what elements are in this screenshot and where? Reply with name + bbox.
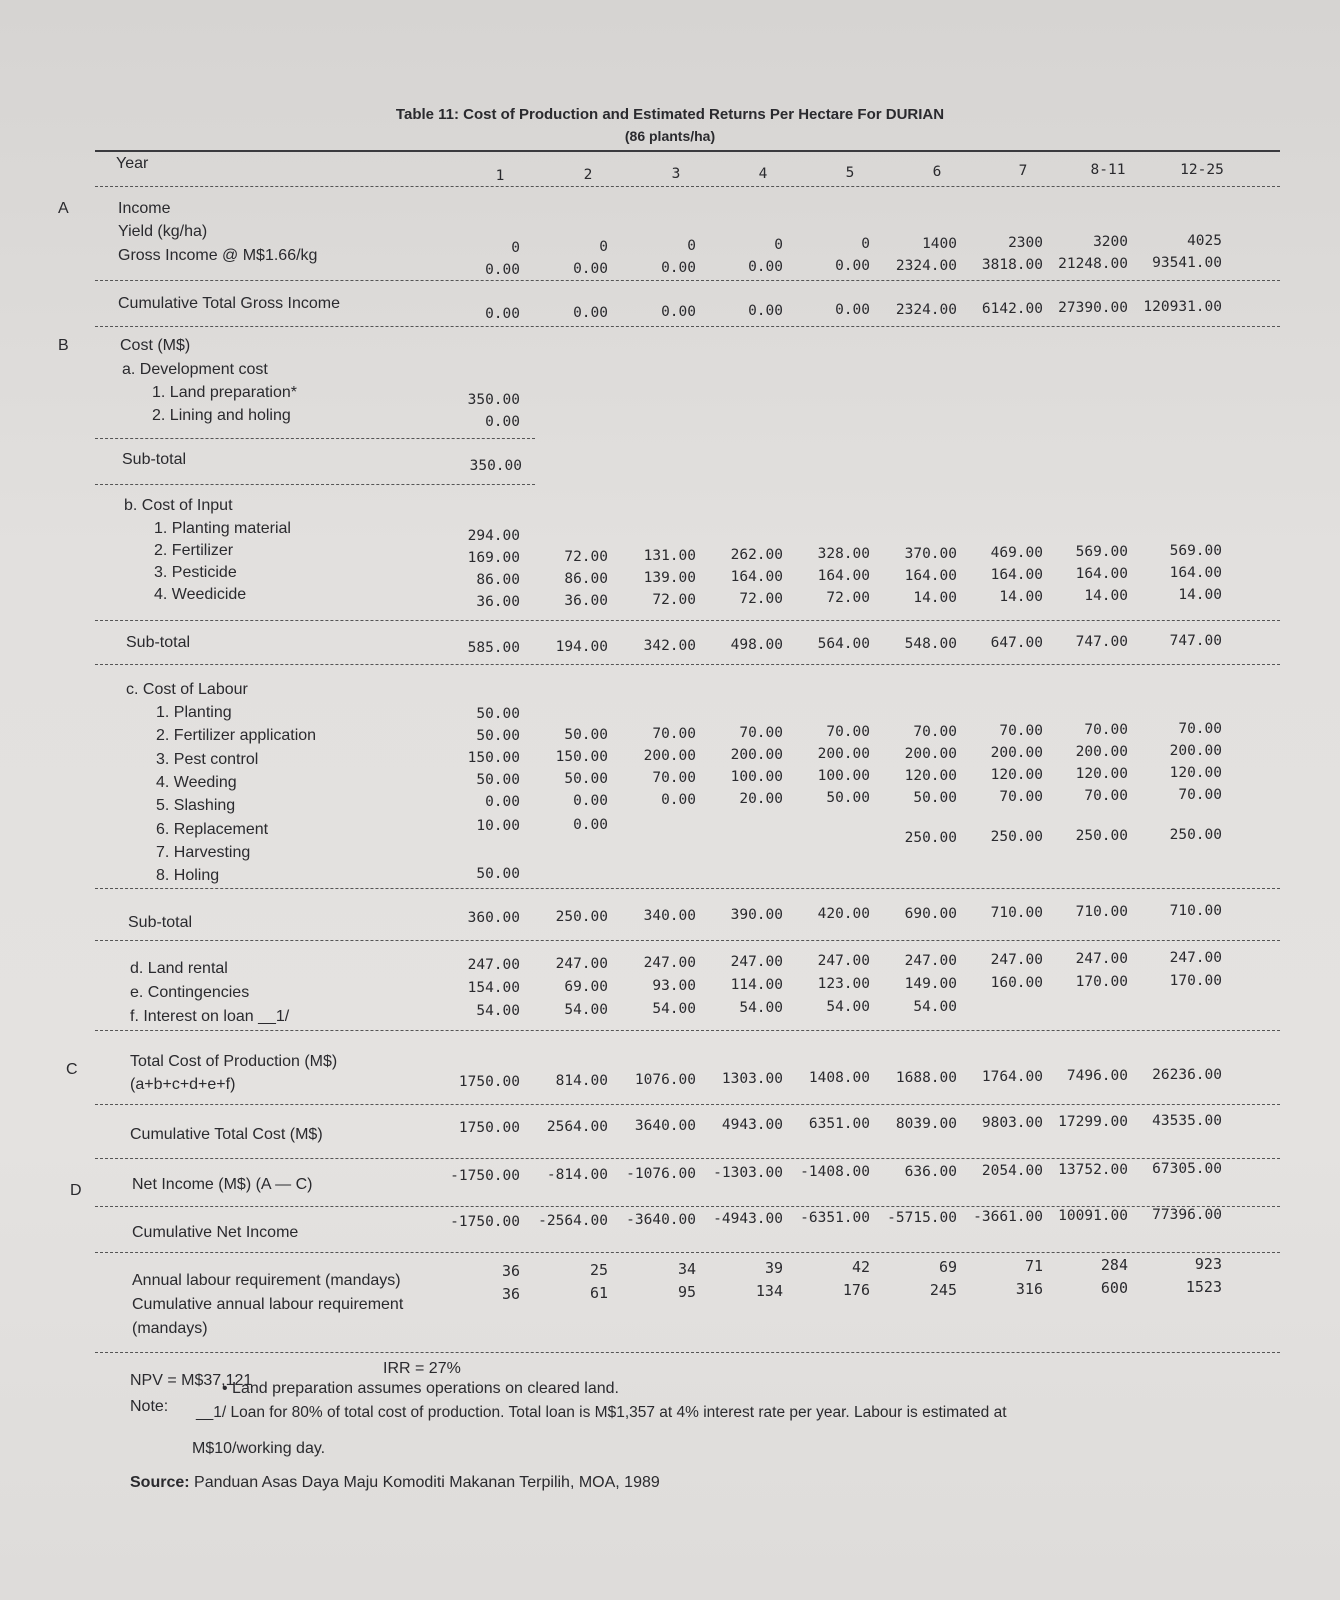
input-cost-value: 164.00: [1075, 565, 1128, 582]
labour-cost-value: 120.00: [1169, 764, 1222, 781]
cumulative-net-value: -2564.00: [538, 1213, 608, 1230]
other-cost-value: 93.00: [652, 978, 696, 995]
note-label: Note:: [130, 1398, 169, 1415]
labour-cost-value: 70.00: [999, 788, 1043, 805]
annual-labour-label: Annual labour requirement (mandays): [132, 1272, 401, 1289]
yield-value: 0: [599, 239, 608, 256]
labour-cost-value: 70.00: [1084, 787, 1128, 804]
cumulative-net-value: -6351.00: [800, 1210, 870, 1227]
year-column-header: 6: [932, 164, 942, 180]
yield-value: 1400: [922, 235, 957, 252]
labour-subtotal-value: 250.00: [555, 909, 608, 926]
net-income-value: -1750.00: [450, 1168, 520, 1184]
input-subtotal-value: 194.00: [555, 639, 608, 656]
divider: [95, 326, 1280, 327]
note-line-1: • Land preparation assumes operations on cleared land.: [222, 1380, 619, 1397]
cumulative-cost-value: 4943.00: [721, 1117, 783, 1134]
labour-subtotal-value: 710.00: [1169, 902, 1222, 919]
cumulative-gross-value: 0.00: [748, 303, 783, 320]
cumulative-gross-value: 0.00: [835, 302, 870, 319]
labour-cost-value: 200.00: [1075, 743, 1128, 760]
other-cost-value: 54.00: [476, 1003, 520, 1019]
section-letter-b: B: [58, 337, 69, 354]
yield-value: 0: [687, 238, 696, 255]
net-income-value: 636.00: [904, 1163, 957, 1180]
year-column-header: 3: [671, 166, 681, 183]
labour-cost-value: 50.00: [564, 727, 608, 744]
divider: [95, 438, 535, 439]
yield-value: 0: [774, 237, 783, 254]
labour-cost-value: 120.00: [1075, 765, 1128, 782]
year-label: Year: [116, 155, 149, 172]
input-cost-value: 72.00: [739, 591, 783, 608]
input-cost-value: 86.00: [476, 572, 520, 588]
labour-item-label: 2. Fertilizer application: [156, 727, 317, 745]
total-cost-value: 1408.00: [808, 1070, 870, 1087]
labour-cost-value: 120.00: [990, 766, 1043, 783]
input-cost-value: 14.00: [999, 588, 1043, 605]
cumulative-gross-label: Cumulative Total Gross Income: [118, 295, 341, 312]
divider: [95, 484, 535, 485]
divider: [95, 1030, 1280, 1031]
gross-income-value: 0.00: [748, 259, 783, 276]
gross-income-value: 21248.00: [1058, 255, 1128, 272]
input-cost-value: 36.00: [564, 593, 608, 610]
divider: [95, 888, 1280, 889]
input-cost-value: 569.00: [1169, 542, 1222, 559]
divider: [95, 1104, 1280, 1105]
total-cost-value: 814.00: [555, 1073, 608, 1090]
net-income-value: 2054.00: [981, 1162, 1043, 1179]
development-item-value: 350.00: [467, 392, 520, 408]
labour-cost-value: 200.00: [817, 746, 870, 763]
cumulative-net-value: -3661.00: [973, 1208, 1043, 1225]
divider: [95, 664, 1280, 665]
labour-cost-value: 200.00: [730, 747, 783, 764]
labour-cost-value: 200.00: [643, 748, 696, 765]
input-heading: b. Cost of Input: [124, 497, 233, 514]
other-cost-value: 114.00: [730, 977, 783, 994]
cumulative-cost-value: 43535.00: [1152, 1112, 1222, 1129]
other-cost-label: f. Interest on loan __1/: [130, 1008, 290, 1025]
annual-labour-value: 39: [764, 1259, 783, 1278]
cumulative-net-label: Cumulative Net Income: [132, 1224, 299, 1241]
input-item-label: 1. Planting material: [154, 520, 291, 537]
cumulative-labour-value: 134: [755, 1282, 783, 1301]
other-cost-value: 69.00: [564, 979, 608, 996]
other-cost-value: 170.00: [1075, 973, 1128, 990]
section-letter-a: A: [58, 200, 69, 217]
other-cost-value: 170.00: [1169, 972, 1222, 989]
cumulative-gross-value: 2324.00: [895, 301, 957, 318]
total-cost-value: 1688.00: [895, 1069, 957, 1086]
total-cost-value: 1076.00: [634, 1072, 696, 1089]
labour-cost-value: 50.00: [913, 789, 957, 806]
annual-labour-value: 923: [1194, 1254, 1222, 1273]
cumulative-cost-value: 2564.00: [546, 1119, 608, 1136]
net-income-value: -1303.00: [713, 1165, 783, 1182]
total-cost-value: 1303.00: [721, 1071, 783, 1088]
labour-cost-value: 70.00: [652, 770, 696, 787]
cost-heading: Cost (M$): [120, 337, 191, 354]
labour-subtotal-value: 690.00: [904, 905, 957, 922]
input-subtotal-value: 647.00: [990, 634, 1043, 651]
other-cost-value: 123.00: [817, 976, 870, 993]
cumulative-cost-value: 9803.00: [981, 1114, 1043, 1131]
cumulative-cost-value: 8039.00: [895, 1115, 957, 1132]
labour-cost-value: 250.00: [990, 828, 1043, 845]
labour-item-label: 8. Holing: [156, 867, 220, 885]
input-cost-value: 164.00: [730, 569, 783, 586]
annual-labour-value: 71: [1024, 1256, 1043, 1275]
gross-income-value: 0.00: [573, 261, 608, 278]
cumulative-gross-value: 0.00: [661, 304, 696, 321]
labour-cost-value: 70.00: [739, 725, 783, 742]
input-cost-value: 139.00: [643, 570, 696, 587]
labour-heading: c. Cost of Labour: [126, 681, 248, 698]
input-cost-value: 131.00: [643, 548, 696, 565]
annual-labour-value: 69: [938, 1257, 957, 1276]
input-subtotal-value: 585.00: [467, 640, 520, 656]
top-rule: [95, 150, 1280, 152]
yield-value: 3200: [1093, 233, 1128, 250]
input-cost-value: 169.00: [467, 550, 520, 566]
input-cost-value: 164.00: [904, 567, 957, 584]
section-letter-c: C: [66, 1061, 78, 1078]
input-cost-value: 328.00: [817, 546, 870, 563]
labour-item-label: 3. Pest control: [156, 750, 259, 768]
cumulative-net-value: 77396.00: [1152, 1206, 1222, 1223]
input-cost-value: 86.00: [564, 571, 608, 588]
labour-cost-value: 250.00: [904, 829, 957, 846]
dev-subtotal-value: 350.00: [469, 458, 522, 474]
other-cost-value: 247.00: [990, 951, 1043, 968]
gross-income-label: Gross Income @ M$1.66/kg: [118, 247, 318, 264]
annual-labour-value: 284: [1100, 1255, 1128, 1274]
cumulative-net-value: 10091.00: [1058, 1207, 1128, 1224]
input-item-label: 3. Pesticide: [154, 564, 237, 581]
divider: [95, 186, 1280, 187]
gross-income-value: 0.00: [485, 262, 520, 278]
cumulative-cost-value: 17299.00: [1058, 1113, 1128, 1130]
labour-cost-value: 200.00: [1169, 742, 1222, 759]
total-cost-value: 26236.00: [1152, 1066, 1222, 1083]
other-cost-value: 247.00: [643, 955, 696, 972]
cumulative-gross-value: 0.00: [485, 306, 520, 322]
input-cost-value: 164.00: [817, 568, 870, 585]
other-cost-label: e. Contingencies: [130, 984, 250, 1001]
income-heading: Income: [118, 200, 171, 217]
input-cost-value: 72.00: [826, 590, 870, 607]
labour-cost-value: 200.00: [904, 745, 957, 762]
input-cost-value: 72.00: [564, 549, 608, 566]
total-cost-value: 1750.00: [458, 1074, 520, 1090]
input-subtotal-label: Sub-total: [126, 634, 191, 651]
note-line-3: M$10/working day.: [192, 1440, 326, 1457]
divider: [95, 940, 1280, 941]
labour-cost-value: 0.00: [661, 792, 696, 809]
cumulative-labour-value: 1523: [1185, 1277, 1222, 1296]
development-item-label: 1. Land preparation*: [152, 384, 297, 401]
section-letter-d: D: [70, 1182, 82, 1199]
labour-cost-value: 150.00: [467, 750, 520, 766]
year-column-header: 1: [495, 168, 505, 184]
labour-subtotal-value: 360.00: [467, 910, 520, 926]
year-column-header: 7: [1018, 163, 1028, 180]
source-label: Source:: [130, 1474, 190, 1491]
input-subtotal-value: 498.00: [730, 637, 783, 654]
cumulative-labour-value: 95: [677, 1283, 696, 1302]
labour-subtotal-label: Sub-total: [128, 914, 193, 931]
total-cost-value: 7496.00: [1066, 1067, 1128, 1084]
cumulative-labour-value: 316: [1015, 1279, 1043, 1298]
labour-item-label: 5. Slashing: [156, 797, 236, 815]
other-cost-value: 54.00: [826, 999, 870, 1016]
cumulative-labour-value: 36: [501, 1285, 520, 1303]
cumulative-cost-label: Cumulative Total Cost (M$): [130, 1126, 323, 1143]
cumulative-net-value: -3640.00: [626, 1212, 696, 1229]
cumulative-net-value: -1750.00: [450, 1214, 520, 1230]
labour-subtotal-value: 710.00: [1075, 903, 1128, 920]
labour-cost-value: 70.00: [652, 726, 696, 743]
gross-income-value: 93541.00: [1152, 254, 1222, 271]
cumulative-gross-value: 120931.00: [1143, 298, 1222, 315]
other-cost-value: 149.00: [904, 975, 957, 992]
labour-cost-value: 70.00: [999, 722, 1043, 739]
divider: [95, 620, 1280, 621]
development-cost-heading: a. Development cost: [122, 361, 268, 378]
bottom-rule: [95, 1352, 1280, 1353]
development-item-value: 0.00: [485, 414, 520, 430]
input-cost-value: 164.00: [990, 566, 1043, 583]
input-cost-value: 469.00: [990, 544, 1043, 561]
year-column-header: 2: [583, 167, 593, 184]
dev-subtotal-label: Sub-total: [122, 451, 187, 468]
annual-labour-value: 25: [589, 1261, 608, 1280]
labour-cost-value: 200.00: [990, 744, 1043, 761]
yield-value: 0: [861, 236, 870, 253]
input-cost-value: 14.00: [1084, 587, 1128, 604]
input-cost-value: 164.00: [1169, 564, 1222, 581]
labour-cost-value: 150.00: [555, 749, 608, 766]
input-cost-value: 72.00: [652, 592, 696, 609]
gross-income-value: 0.00: [835, 258, 870, 275]
cumulative-gross-value: 27390.00: [1058, 299, 1128, 316]
labour-cost-value: 20.00: [739, 791, 783, 808]
other-cost-label: d. Land rental: [130, 960, 228, 977]
labour-subtotal-value: 420.00: [817, 906, 870, 923]
labour-cost-value: 50.00: [476, 772, 520, 788]
cumulative-labour-value: 176: [842, 1281, 870, 1300]
other-cost-value: 247.00: [1169, 949, 1222, 966]
labour-cost-value: 50.00: [476, 706, 520, 722]
cumulative-cost-value: 6351.00: [808, 1116, 870, 1133]
development-item-label: 2. Lining and holing: [152, 407, 291, 424]
cumulative-gross-value: 0.00: [573, 305, 608, 322]
input-cost-value: 294.00: [467, 528, 520, 544]
input-cost-value: 36.00: [476, 594, 520, 610]
cumulative-labour-unit: (mandays): [132, 1320, 208, 1337]
net-income-value: -1408.00: [800, 1164, 870, 1181]
cumulative-labour-value: 245: [929, 1280, 957, 1299]
labour-cost-value: 0.00: [573, 817, 608, 834]
input-cost-value: 262.00: [730, 547, 783, 564]
input-item-label: 4. Weedicide: [154, 586, 247, 603]
labour-item-label: 4. Weeding: [156, 773, 237, 791]
gross-income-value: 2324.00: [895, 257, 957, 274]
labour-cost-value: 100.00: [817, 768, 870, 785]
net-income-value: -814.00: [546, 1167, 608, 1184]
other-cost-value: 247.00: [555, 956, 608, 973]
net-income-label: Net Income (M$) (A — C): [132, 1176, 313, 1193]
yield-value: 4025: [1187, 232, 1222, 249]
input-cost-value: 14.00: [913, 589, 957, 606]
other-cost-value: 54.00: [564, 1002, 608, 1019]
total-cost-value: 1764.00: [981, 1068, 1043, 1085]
labour-cost-value: 50.00: [476, 866, 520, 882]
other-cost-value: 54.00: [652, 1001, 696, 1018]
other-cost-value: 54.00: [739, 1000, 783, 1017]
npv-text: NPV = M$37,121: [130, 1372, 253, 1389]
cumulative-cost-value: 3640.00: [634, 1118, 696, 1135]
labour-cost-value: 70.00: [826, 724, 870, 741]
yield-value: 0: [511, 240, 520, 256]
labour-subtotal-value: 340.00: [643, 908, 696, 925]
table-title: Table 11: Cost of Production and Estimated Returns Per Hectare For DURIAN: [395, 106, 945, 123]
other-cost-value: 160.00: [990, 974, 1043, 991]
gross-income-value: 0.00: [661, 260, 696, 277]
net-income-value: -1076.00: [626, 1166, 696, 1183]
annual-labour-value: 42: [851, 1258, 870, 1277]
other-cost-value: 247.00: [817, 953, 870, 970]
input-item-label: 2. Fertilizer: [154, 542, 234, 559]
labour-subtotal-value: 390.00: [730, 907, 783, 924]
labour-cost-value: 70.00: [913, 723, 957, 740]
input-subtotal-value: 747.00: [1075, 633, 1128, 650]
labour-cost-value: 0.00: [573, 793, 608, 810]
labour-item-label: 6. Replacement: [156, 820, 269, 838]
labour-item-label: 1. Planting: [156, 704, 232, 721]
labour-subtotal-value: 710.00: [990, 904, 1043, 921]
annual-labour-value: 34: [677, 1260, 696, 1279]
source-text: Panduan Asas Daya Maju Komoditi Makanan Terpilih, MOA, 1989: [189, 1474, 660, 1491]
year-column-header: 8-11: [1090, 162, 1126, 179]
labour-cost-value: 250.00: [1169, 826, 1222, 843]
labour-cost-value: 50.00: [826, 790, 870, 807]
source-line: [130, 1474, 660, 1492]
labour-cost-value: 100.00: [730, 769, 783, 786]
input-subtotal-value: 548.00: [904, 635, 957, 652]
labour-cost-value: 10.00: [476, 818, 520, 834]
net-income-value: 67305.00: [1152, 1160, 1222, 1177]
other-cost-value: 247.00: [904, 952, 957, 969]
other-cost-value: 54.00: [913, 998, 957, 1015]
labour-cost-value: 0.00: [485, 794, 520, 810]
cumulative-net-value: -5715.00: [887, 1209, 957, 1226]
cumulative-gross-value: 6142.00: [981, 300, 1043, 317]
input-cost-value: 14.00: [1178, 586, 1222, 603]
yield-value: 2300: [1008, 234, 1043, 251]
input-subtotal-value: 747.00: [1169, 632, 1222, 649]
annual-labour-value: 36: [501, 1262, 520, 1280]
labour-item-label: 7. Harvesting: [156, 843, 251, 861]
irr-text: IRR = 27%: [383, 1360, 461, 1377]
net-income-value: 13752.00: [1058, 1161, 1128, 1178]
total-cost-label: Total Cost of Production (M$): [130, 1053, 338, 1070]
total-cost-formula: (a+b+c+d+e+f): [130, 1076, 236, 1093]
other-cost-value: 247.00: [467, 957, 520, 973]
table-subtitle: (86 plants/ha): [624, 128, 716, 144]
labour-cost-value: 120.00: [904, 767, 957, 784]
input-cost-value: 370.00: [904, 545, 957, 562]
year-column-header: 5: [845, 164, 855, 181]
cumulative-labour-value: 61: [589, 1284, 608, 1303]
divider: [95, 280, 1280, 281]
other-cost-value: 247.00: [730, 954, 783, 971]
labour-cost-value: 50.00: [476, 728, 520, 744]
year-column-header: 4: [758, 165, 768, 182]
input-cost-value: 569.00: [1075, 543, 1128, 560]
labour-cost-value: 70.00: [1178, 720, 1222, 737]
yield-label: Yield (kg/ha): [118, 223, 208, 240]
divider: [95, 1158, 1280, 1159]
divider: [95, 1252, 1280, 1253]
cumulative-labour-label: Cumulative annual labour requirement: [132, 1296, 404, 1313]
year-column-header: 12-25: [1180, 161, 1224, 178]
cumulative-cost-value: 1750.00: [458, 1120, 520, 1136]
input-subtotal-value: 564.00: [817, 636, 870, 653]
note-line-2: __1/ Loan for 80% of total cost of production. Total loan is M$1,357 at 4% interest rate per year. Labour is estimated at: [196, 1404, 1007, 1421]
cumulative-net-value: -4943.00: [713, 1211, 783, 1228]
cumulative-labour-value: 600: [1100, 1278, 1128, 1297]
labour-cost-value: 250.00: [1075, 827, 1128, 844]
labour-cost-value: 70.00: [1178, 786, 1222, 803]
other-cost-value: 247.00: [1075, 950, 1128, 967]
input-subtotal-value: 342.00: [643, 638, 696, 655]
gross-income-value: 3818.00: [981, 256, 1043, 273]
other-cost-value: 154.00: [467, 980, 520, 996]
labour-cost-value: 50.00: [564, 771, 608, 788]
labour-cost-value: 70.00: [1084, 721, 1128, 738]
